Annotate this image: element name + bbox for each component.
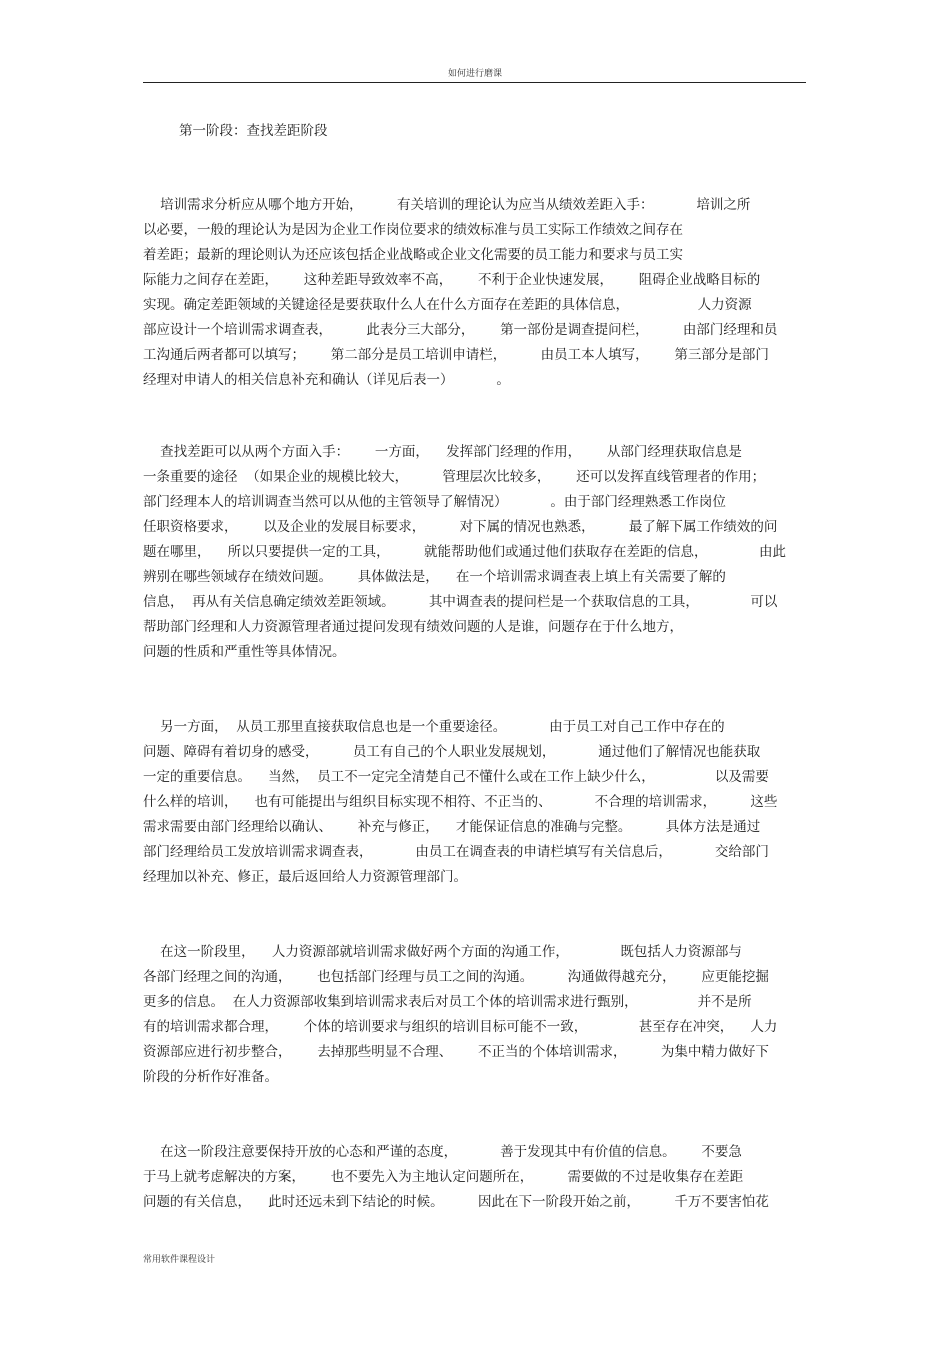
paragraph-line: 一条重要的途径 （如果企业的规模比较大， 管理层次比较多， 还可以发挥直线管理者的作用； — [143, 469, 766, 485]
paragraph-line: 需求需要由部门经理给以确认、 补充与修正， 才能保证信息的准确与完整。 具体方法是通过 — [143, 819, 761, 835]
header-title: 如何进行磨课 — [447, 69, 502, 79]
paragraph-line: 培训需求分析应从哪个地方开始， 有关培训的理论认为应当从绩效差距入手： 培训之所 — [143, 197, 751, 213]
paragraph-line: 部应设计一个培训需求调查表， 此表分三大部分， 第一部份是调查提问栏， 由部门经理和员 — [143, 322, 778, 338]
paragraph-line: 经理对申请人的相关信息补充和确认（详见后表一） 。 — [143, 372, 510, 388]
paragraph-line: 问题、障碍有着切身的感受， 员工有自己的个人职业发展规划， 通过他们了解情况也能获取 — [143, 744, 761, 760]
paragraph-5 — [143, 1140, 808, 1215]
paragraph-line: 什么样的培训， 也有可能提出与组织目标实现不相符、不正当的、 不合理的培训需求， 这些 — [143, 794, 778, 810]
paragraph-line: 于马上就考虑解决的方案， 也不要先入为主地认定问题所在， 需要做的不过是收集存在差距 — [143, 1169, 744, 1185]
paragraph-line: 信息， 再从有关信息确定绩效差距领域。 其中调查表的提问栏是一个获取信息的工具， 可以 — [143, 594, 778, 610]
paragraph-line: 在这一阶段里， 人力资源部就培训需求做好两个方面的沟通工作， 既包括人力资源部与 — [143, 944, 742, 960]
paragraph-line: 题在哪里， 所以只要提供一定的工具， 就能帮助他们或通过他们获取存在差距的信息， 由此 — [143, 544, 786, 560]
paragraph-line: 更多的信息。 在人力资源部收集到培训需求表后对员工个体的培训需求进行甄别， 并不是所 — [143, 994, 752, 1010]
paragraph-line: 部门经理给员工发放培训需求调查表， 由员工在调查表的申请栏填写有关信息后， 交给部门 — [143, 844, 769, 860]
paragraph-2 — [143, 440, 808, 665]
paragraph-line: 有的培训需求都合理， 个体的培训要求与组织的培训目标可能不一致， 甚至存在冲突， 人力 — [143, 1019, 778, 1035]
paragraph-line: 着差距；最新的理论则认为还应该包括企业战略或企业文化需要的员工能力和要求与员工实 — [143, 247, 683, 263]
paragraph-line: 际能力之间存在差距， 这种差距导致效率不高， 不利于企业快速发展， 阻碍企业战略目标的 — [143, 272, 761, 288]
paragraph-line: 任职资格要求， 以及企业的发展目标要求， 对下属的情况也熟悉， 最了解下属工作绩效的问 — [143, 519, 778, 535]
paragraph-line: 帮助部门经理和人力资源管理者通过提问发现有绩效问题的人是谁，问题存在于什么地方， — [143, 619, 683, 635]
paragraph-line: 问题的有关信息， 此时还远未到下结论的时候。 因此在下一阶段开始之前， 千万不要害怕花 — [143, 1194, 769, 1210]
paragraph-4 — [143, 940, 808, 1090]
paragraph-line: 一定的重要信息。 当然， 员工不一定完全清楚自己不懂什么或在工作上缺少什么， 以及需要 — [143, 769, 769, 785]
paragraph-line: 以必要，一般的理论认为是因为企业工作岗位要求的绩效标准与员工实际工作绩效之间存在 — [143, 222, 683, 238]
paragraph-line: 经理加以补充、修正，最后返回给人力资源管理部门。 — [143, 869, 467, 885]
paragraph-3 — [143, 715, 808, 890]
paragraph-line: 在这一阶段注意要保持开放的心态和严谨的态度， 善于发现其中有价值的信息。 不要急 — [143, 1144, 742, 1160]
paragraph-line: 阶段的分析作好准备。 — [143, 1069, 278, 1085]
paragraph-line: 问题的性质和严重性等具体情况。 — [143, 644, 346, 660]
paragraph-line: 实现。确定差距领域的关键途径是要获取什么人在什么方面存在差距的具体信息， 人力资源 — [143, 297, 752, 313]
paragraph-line: 资源部应进行初步整合， 去掉那些明显不合理、 不正当的个体培训需求， 为集中精力做好下 — [143, 1044, 769, 1060]
paragraph-line: 工沟通后两者都可以填写； 第二部分是员工培训申请栏， 由员工本人填写， 第三部分是部门 — [143, 347, 769, 363]
paragraph-line: 部门经理本人的培训调查当然可以从他的主管领导了解情况） 。由于部门经理熟悉工作岗位 — [143, 494, 726, 510]
section-heading: 第一阶段：查找差距阶段 — [179, 123, 328, 139]
paragraph-line: 辨别在哪些领域存在绩效问题。 具体做法是， 在一个培训需求调查表上填上有关需要了解的 — [143, 569, 726, 585]
header-divider — [143, 82, 806, 83]
paragraph-line: 查找差距可以从两个方面入手： 一方面， 发挥部门经理的作用， 从部门经理获取信息是 — [143, 444, 742, 460]
paragraph-1 — [143, 193, 808, 393]
paragraph-line: 另一方面， 从员工那里直接获取信息也是一个重要途径。 由于员工对自己工作中存在的 — [143, 719, 725, 735]
paragraph-line: 各部门经理之间的沟通， 也包括部门经理与员工之间的沟通。 沟通做得越充分， 应更能挖掘 — [143, 969, 769, 985]
footer-text: 常用软件课程设计 — [143, 1255, 216, 1265]
